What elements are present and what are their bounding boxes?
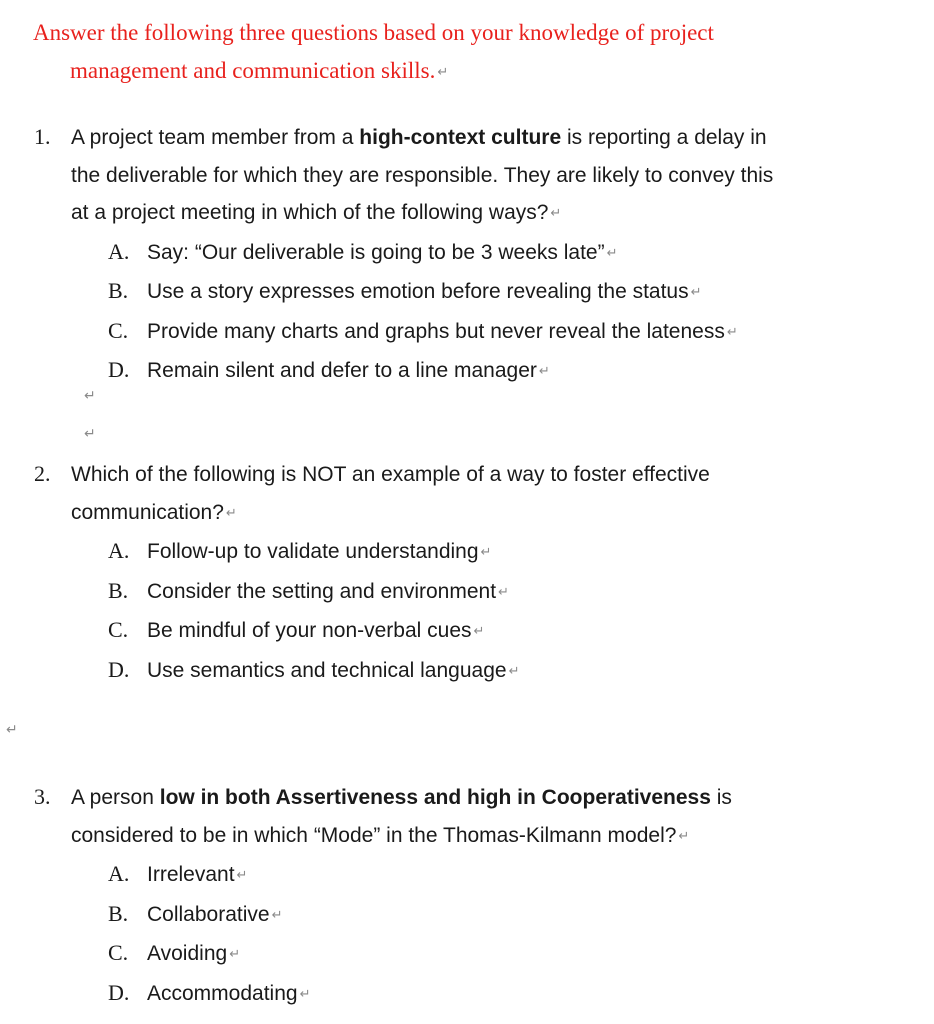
- question-3-line-1: 3. A person low in both Assertiveness and high in Cooperativeness is: [0, 778, 934, 817]
- question-1-emphasis: high-context culture: [359, 126, 562, 149]
- question-2: [0, 455, 934, 690]
- question-3-option-d: D. Accommodating ↵: [108, 979, 311, 1005]
- paragraph-mark-icon: ↵: [84, 426, 96, 442]
- question-1-option-d: D. Remain silent and defer to a line manager ↵: [108, 357, 550, 382]
- question-3-line-2: considered to be in which “Mode” in the Thomas-Kilmann model? ↵: [71, 823, 690, 847]
- paragraph-mark-icon: ↵: [271, 907, 283, 923]
- question-2-option-a: A. Follow-up to validate understanding ↵: [108, 538, 492, 563]
- question-1-line-2: the deliverable for which they are responsible. They are likely to convey this: [71, 163, 774, 187]
- question-3: [0, 778, 934, 1013]
- question-2-line-2: communication? ↵: [71, 500, 237, 524]
- paragraph-mark-icon: ↵: [508, 663, 520, 679]
- question-2-option-b: B. Consider the setting and environment ↵: [108, 577, 509, 603]
- paragraph-mark-icon: ↵: [606, 245, 618, 261]
- paragraph-mark-icon: ↵: [229, 947, 241, 962]
- question-3-option-b: B. Collaborative ↵: [108, 900, 283, 926]
- instructions: [33, 14, 913, 92]
- paragraph-mark-icon: ↵: [498, 584, 509, 600]
- paragraph-mark-icon: ↵: [726, 324, 738, 340]
- question-1: [0, 118, 934, 391]
- question-1-option-b: B. Use a story expresses emotion before revealing the status ↵: [108, 278, 702, 303]
- paragraph-mark-icon: ↵: [473, 624, 485, 639]
- paragraph-mark-icon: ↵: [678, 828, 690, 844]
- question-3-emphasis: low in both Assertiveness and high in Cooperativeness: [159, 786, 711, 809]
- question-1-line-3: at a project meeting in which of the following ways? ↵: [71, 201, 562, 224]
- question-2-option-d: D. Use semantics and technical language ↵: [108, 656, 520, 682]
- paragraph-mark-icon: ↵: [299, 986, 311, 1002]
- question-1-line-1: 1. A project team member from a high-context culture is reporting a delay in: [0, 118, 934, 157]
- instructions-line-2: management and communication skills. ↵: [70, 58, 449, 83]
- question-number: 2.: [34, 461, 51, 486]
- paragraph-mark-icon: ↵: [690, 285, 702, 300]
- question-3-option-a: A. Irrelevant ↵: [108, 861, 248, 886]
- question-number: 1.: [34, 124, 51, 149]
- instructions-line-1: Answer the following three questions based on your knowledge of project: [33, 20, 714, 45]
- question-2-line-1: 2. Which of the following is NOT an example of a way to foster effective: [0, 455, 934, 494]
- paragraph-mark-icon: ↵: [225, 505, 237, 521]
- question-number: 3.: [34, 784, 51, 809]
- question-1-option-c: C. Provide many charts and graphs but never reveal the lateness ↵: [108, 317, 738, 343]
- paragraph-mark-icon: ↵: [538, 364, 550, 379]
- paragraph-mark-icon: ↵: [550, 206, 562, 221]
- paragraph-mark-icon: ↵: [84, 388, 96, 404]
- paragraph-mark-icon: ↵: [236, 868, 248, 883]
- question-2-option-c: C. Be mindful of your non-verbal cues ↵: [108, 617, 485, 642]
- paragraph-mark-icon: ↵: [6, 722, 18, 738]
- question-1-option-a: A. Say: “Our deliverable is going to be 3 weeks late” ↵: [108, 238, 618, 264]
- paragraph-mark-icon: ↵: [480, 545, 492, 560]
- paragraph-mark-icon: ↵: [437, 65, 449, 80]
- question-3-option-c: C. Avoiding ↵: [108, 940, 241, 965]
